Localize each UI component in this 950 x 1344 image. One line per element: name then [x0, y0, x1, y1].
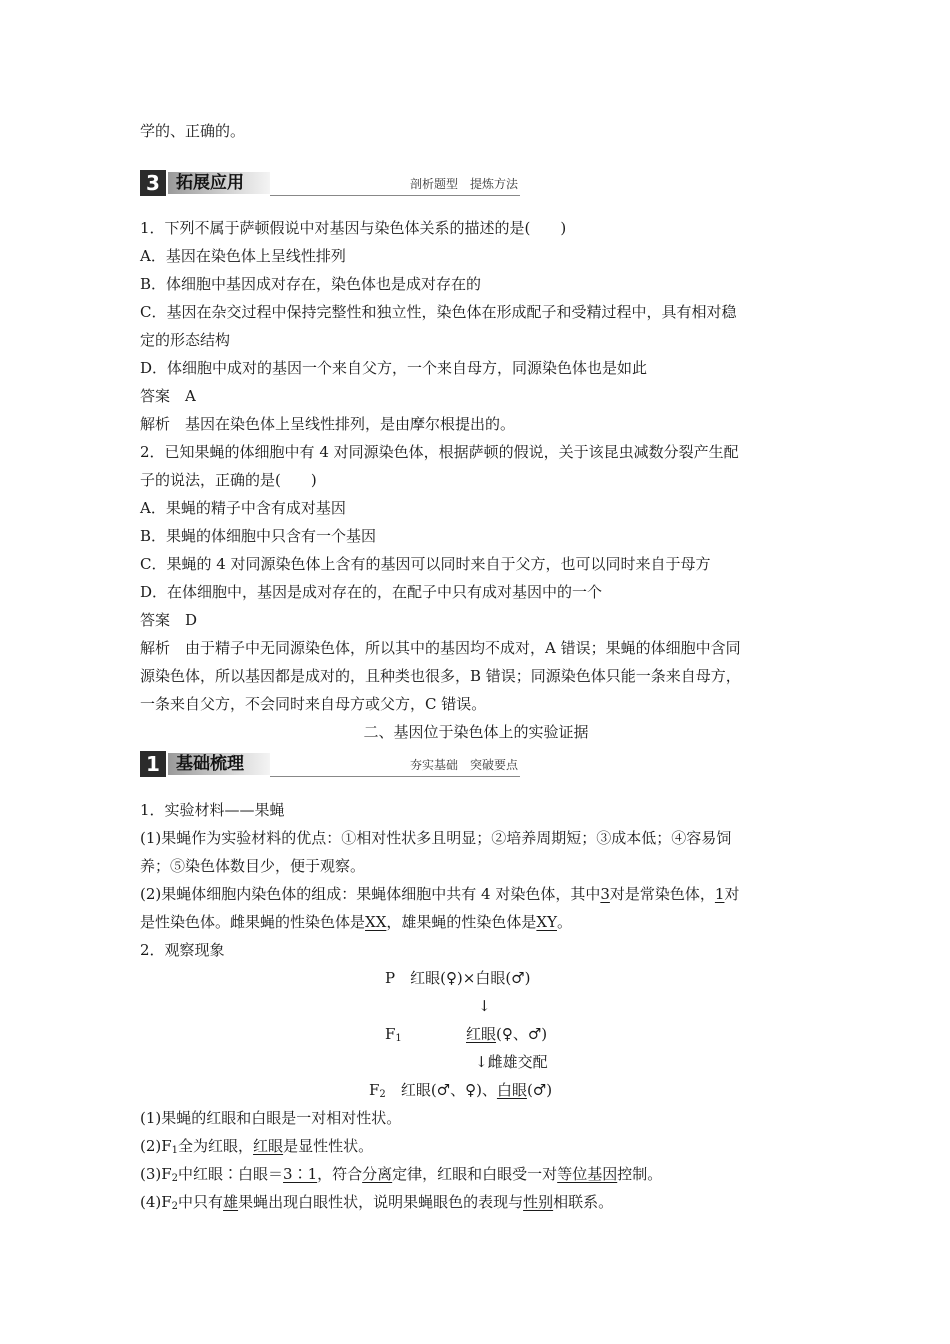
blank-answer: 3∶1	[283, 1165, 318, 1183]
blank-answer: 性别	[523, 1193, 554, 1211]
q1-answer: 答案 A	[140, 387, 196, 405]
material-p2: (2)果蝇体细胞内染色体的组成：果蝇体细胞中共有 4 对染色体，其中3对是常染色体，1对	[140, 885, 740, 903]
section-header-basics	[140, 751, 520, 777]
q1-option-b: B．体细胞中基因成对存在，染色体也是成对存在的	[140, 275, 482, 293]
q2-stem-cont: 子的说法，正确的是( )	[140, 471, 317, 489]
conclusion-1: (1)果蝇的红眼和白眼是一对相对性状。	[140, 1109, 402, 1127]
material-p1-cont: 养；⑤染色体数目少，便于观察。	[140, 857, 366, 875]
paragraph-continuation: 学的、正确的。	[140, 122, 246, 140]
section-subtitle: 剖析题型 提炼方法	[409, 177, 518, 191]
material-heading: 1．实验材料——果蝇	[140, 801, 285, 819]
q1-stem: 1．下列不属于萨顿假说中对基因与染色体关系的描述的是( )	[140, 219, 567, 237]
section-subtitle: 夯实基础 突破要点	[409, 758, 518, 772]
conclusion-3: $(3)F_2$中红眼∶白眼＝3∶1，符合分离定律，红眼和白眼受一对等位基因控制。	[140, 1165, 663, 1184]
conclusion-2: $(2)F_1$全为红眼，红眼是显性性状。	[140, 1137, 374, 1156]
blank-answer: 红眼	[253, 1137, 284, 1155]
section-header-extension	[140, 170, 520, 196]
material-p1: (1)果蝇作为实验材料的优点：①相对性状多且明显；②培养周期短；③成本低；④容易饲	[140, 829, 732, 847]
cross-arrow-1: ↓	[478, 997, 491, 1015]
q1-option-c: C．基因在杂交过程中保持完整性和独立性，染色体在形成配子和受精过程中，具有相对稳	[140, 303, 737, 321]
q2-analysis-cont: 源染色体，所以基因都是成对的，且种类也很多，B 错误；同源染色体只能一条来自母方，	[140, 667, 741, 685]
material-p2-cont: 是性染色体。雌果蝇的性染色体是XX，雄果蝇的性染色体是XY。	[140, 913, 572, 931]
conclusion-4: $(4)F_2$中只有雄果蝇出现白眼性状，说明果蝇眼色的表现与性别相联系。	[140, 1193, 614, 1212]
blank-answer: 1	[714, 885, 725, 903]
q1-option-d: D．体细胞中成对的基因一个来自父方，一个来自母方，同源染色体也是如此	[140, 359, 648, 377]
part-title: 二、基因位于染色体上的实验证据	[363, 723, 589, 741]
blank-answer: 雄	[223, 1193, 239, 1211]
section-number: 1	[140, 751, 166, 777]
q2-analysis: 解析 由于精子中无同源染色体，所以其中的基因均不成对，A 错误；果蝇的体细胞中含同	[140, 639, 741, 657]
blank-answer: XX	[365, 913, 387, 931]
q2-option-b: B．果蝇的体细胞中只含有一个基因	[140, 527, 377, 545]
blank-answer: 分离	[362, 1165, 393, 1183]
cross-parent-line: P 红眼(♀)×白眼(♂)	[385, 969, 531, 987]
section-title: 基础梳理	[176, 754, 244, 774]
q1-option-c-cont: 定的形态结构	[140, 331, 231, 349]
observation-heading: 2．观察现象	[140, 941, 225, 959]
header-rule	[270, 195, 520, 196]
blank-answer: 等位基因	[557, 1165, 618, 1183]
cross-arrow-2: ↓雌雄交配	[475, 1053, 548, 1071]
blank-answer: 白眼	[496, 1081, 527, 1099]
cross-f1-result: 红眼(♀、♂)	[466, 1025, 548, 1043]
cross-f2-line: $F_2$ 红眼(♂、♀)、白眼(♂)	[369, 1081, 553, 1100]
section-title: 拓展应用	[176, 173, 244, 193]
q2-option-a: A．果蝇的精子中含有成对基因	[140, 499, 346, 517]
q2-stem: 2．已知果蝇的体细胞中有 4 对同源染色体，根据萨顿的假说，关于该昆虫减数分裂产生配	[140, 443, 739, 461]
q2-option-d: D．在体细胞中，基因是成对存在的，在配子中只有成对基因中的一个	[140, 583, 603, 601]
q2-analysis-cont2: 一条来自父方，不会同时来自母方或父方，C 错误。	[140, 695, 487, 713]
blank-answer: 3	[600, 885, 610, 903]
blank-answer: XY	[536, 913, 557, 931]
section-number: 3	[140, 170, 166, 196]
q2-answer: 答案 D	[140, 611, 198, 629]
blank-answer: 红眼	[466, 1025, 497, 1043]
q1-analysis: 解析 基因在染色体上呈线性排列，是由摩尔根提出的。	[140, 415, 516, 433]
header-rule	[270, 776, 520, 777]
q2-option-c: C．果蝇的 4 对同源染色体上含有的基因可以同时来自于父方，也可以同时来自于母方	[140, 555, 711, 573]
q1-option-a: A．基因在染色体上呈线性排列	[140, 247, 346, 265]
cross-f1-label: $F_1$	[385, 1025, 402, 1044]
